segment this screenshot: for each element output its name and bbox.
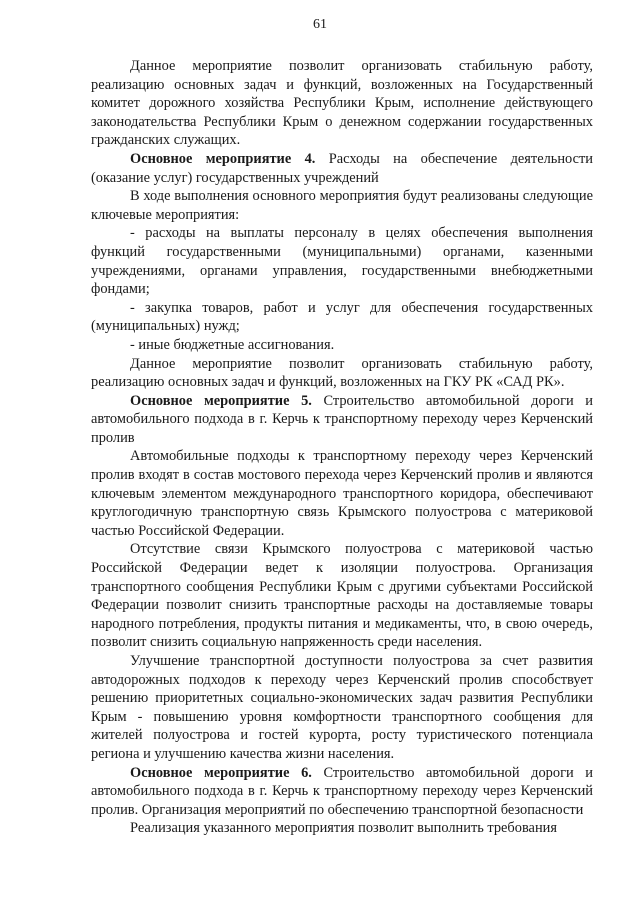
paragraph-text: Данное мероприятие позволит организовать стабильную работу, реализацию основных задач и функций, возложенных на ГКУ РК «САД РК». xyxy=(91,355,593,391)
paragraph xyxy=(91,540,593,652)
paragraph-section-heading xyxy=(91,392,593,448)
paragraph-text: Реализация указанного мероприятия позволит выполнить требования xyxy=(130,820,557,837)
paragraph xyxy=(91,57,593,150)
paragraph-text: - расходы на выплаты персоналу в целях обеспечения выполнения функций государственными (муниципальными) органами, казенными учреждениями, органами управления, государственными внебюджетными фондами; xyxy=(91,225,593,298)
section-lead: Основное мероприятие 5. xyxy=(130,392,312,409)
list-item xyxy=(91,299,593,336)
paragraph xyxy=(91,187,593,224)
paragraph-text: Данное мероприятие позволит организовать стабильную работу, реализацию основных задач и функций, возложенных на Государственный комитет дорожного хозяйства Республики Крым, исполнение действующего законодательства Республики Крым о денежном содержании государственных гражданских служащих. xyxy=(91,58,593,149)
document-body xyxy=(91,57,593,838)
paragraph-text: Строительство автомобильной дороги и автомобильного подхода в г. Керчь к транспортному переходу через Керченский пролив. Организация мероприятий по обеспечению транспортной безопасности xyxy=(91,764,593,818)
paragraph-text: Улучшение транспортной доступности полуострова за счет развития автодорожных подходов к переходу через Керченский пролив способствует решению приоритетных социально-экономических задач развития Республики Крым - повышению уровня комфортности транспортного сообщения для жителей полуострова и гостей курорта, росту туристического потенциала региона и улучшению качества жизни населения. xyxy=(91,653,593,762)
page-number: 61 xyxy=(313,17,327,32)
paragraph xyxy=(91,447,593,540)
paragraph-text: Автомобильные подходы к транспортному переходу через Керченский пролив входят в состав мостового перехода через Керченский пролив и являются ключевым элементом международного транспортного коридора, обеспечивают круглогодичную транспортную связь Крымского полуострова с материковой частью Российской Федерации. xyxy=(91,448,593,539)
list-item xyxy=(91,336,593,355)
paragraph-text: В ходе выполнения основного мероприятия будут реализованы следующие ключевые мероприятия: xyxy=(91,188,593,223)
list-item xyxy=(91,224,593,298)
paragraph-text: Отсутствие связи Крымского полуострова с материковой частью Российской Федерации ведет к изоляции полуострова. Организация транспортного сообщения Республики Крым с другими субъектами Российской Федерации позволит снизить транспортные расходы на доставляемые товары народного потребления, продукты питания и медикаменты, что, в свою очередь, позволит снизить социальную напряженность среди населения. xyxy=(91,541,593,651)
paragraph xyxy=(91,355,593,392)
paragraph-text: Расходы на обеспечение деятельности (оказание услуг) государственных учреждений xyxy=(91,150,593,186)
paragraph-section-heading xyxy=(91,150,593,187)
paragraph xyxy=(91,652,593,764)
paragraph-text: - закупка товаров, работ и услуг для обеспечения государственных (муниципальных) нужд; xyxy=(91,299,593,335)
section-lead: Основное мероприятие 6. xyxy=(130,764,312,781)
paragraph-text: Строительство автомобильной дороги и автомобильного подхода в г. Керчь к транспортному переходу через Керченский пролив xyxy=(91,392,593,446)
paragraph-section-heading xyxy=(91,764,593,820)
section-lead: Основное мероприятие 4. xyxy=(130,150,316,167)
paragraph xyxy=(91,819,593,838)
paragraph-text: - иные бюджетные ассигнования. xyxy=(130,336,335,353)
